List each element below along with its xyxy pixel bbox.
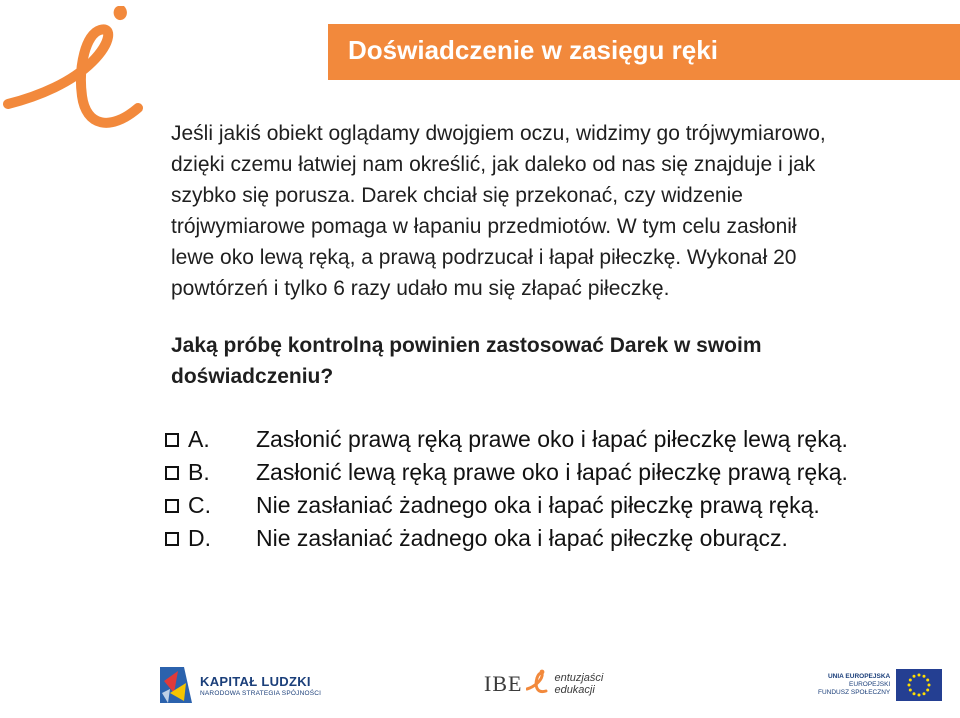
kapital-ludzki-subtitle: NARODOWA STRATEGIA SPÓJNOŚCI bbox=[200, 689, 322, 697]
paragraph-line: szybko się porusza. Darek chciał się przekonać, czy widzenie bbox=[171, 184, 743, 207]
checkbox-icon[interactable] bbox=[165, 499, 179, 513]
intro-paragraph bbox=[171, 118, 931, 304]
eu-flag-icon bbox=[896, 669, 942, 701]
kapital-ludzki-title: KAPITAŁ LUDZKI bbox=[200, 673, 311, 689]
checkbox-icon[interactable] bbox=[165, 466, 179, 480]
option-letter: B. bbox=[188, 459, 210, 485]
ibe-tagline-1: entuzjaści bbox=[554, 672, 604, 684]
ibe-small-swoosh-icon bbox=[526, 669, 548, 699]
option-d[interactable] bbox=[163, 522, 848, 555]
option-a[interactable] bbox=[163, 423, 848, 456]
option-text: Zasłonić lewą ręką prawe oko i łapać piłeczkę prawą ręką. bbox=[256, 459, 848, 485]
option-b[interactable] bbox=[163, 456, 848, 489]
footer-logos bbox=[0, 655, 960, 718]
option-letter: A. bbox=[188, 426, 210, 452]
option-text: Zasłonić prawą ręką prawe oko i łapać piłeczkę lewą ręką. bbox=[256, 426, 848, 452]
ibe-logo bbox=[484, 669, 603, 699]
eu-line-2: EUROPEJSKI bbox=[849, 681, 891, 688]
option-letter: C. bbox=[188, 492, 211, 518]
paragraph-line: powtórzeń i tylko 6 razy udało mu się złapać piłeczkę. bbox=[171, 277, 670, 300]
question-line: doświadczeniu? bbox=[171, 365, 334, 388]
kapital-ludzki-emblem-icon bbox=[158, 663, 194, 707]
answer-options bbox=[163, 423, 848, 555]
option-letter: D. bbox=[188, 525, 211, 551]
paragraph-line: trójwymiarowe pomaga w łapaniu przedmiotów. W tym celu zasłonił bbox=[171, 215, 797, 238]
kapital-ludzki-logo bbox=[158, 663, 321, 707]
ibe-tagline-2: edukacji bbox=[554, 684, 595, 696]
question-text bbox=[171, 330, 911, 392]
option-text: Nie zasłaniać żadnego oka i łapać piłeczkę prawą ręką. bbox=[256, 492, 820, 518]
checkbox-icon[interactable] bbox=[165, 433, 179, 447]
ibe-name: IBE bbox=[484, 671, 523, 696]
eu-logo bbox=[818, 669, 942, 701]
title-bar bbox=[328, 24, 960, 80]
checkbox-icon[interactable] bbox=[165, 532, 179, 546]
option-c[interactable] bbox=[163, 489, 848, 522]
paragraph-line: dzięki czemu łatwiej nam określić, jak daleko od nas się znajduje i jak bbox=[171, 153, 816, 176]
eu-line-3: FUNDUSZ SPOŁECZNY bbox=[818, 689, 891, 696]
option-text: Nie zasłaniać żadnego oka i łapać piłeczkę oburącz. bbox=[256, 525, 788, 551]
page-title: Doświadczenie w zasięgu ręki bbox=[348, 35, 718, 65]
ibe-swoosh-logo bbox=[0, 0, 160, 140]
paragraph-line: lewe oko lewą ręką, a prawą podrzucał i łapał piłeczkę. Wykonał 20 bbox=[171, 246, 797, 269]
question-line: Jaką próbę kontrolną powinien zastosować Darek w swoim bbox=[171, 334, 762, 357]
paragraph-line: Jeśli jakiś obiekt oglądamy dwojgiem oczu, widzimy go trójwymiarowo, bbox=[171, 122, 826, 145]
eu-line-1: UNIA EUROPEJSKA bbox=[827, 673, 891, 680]
